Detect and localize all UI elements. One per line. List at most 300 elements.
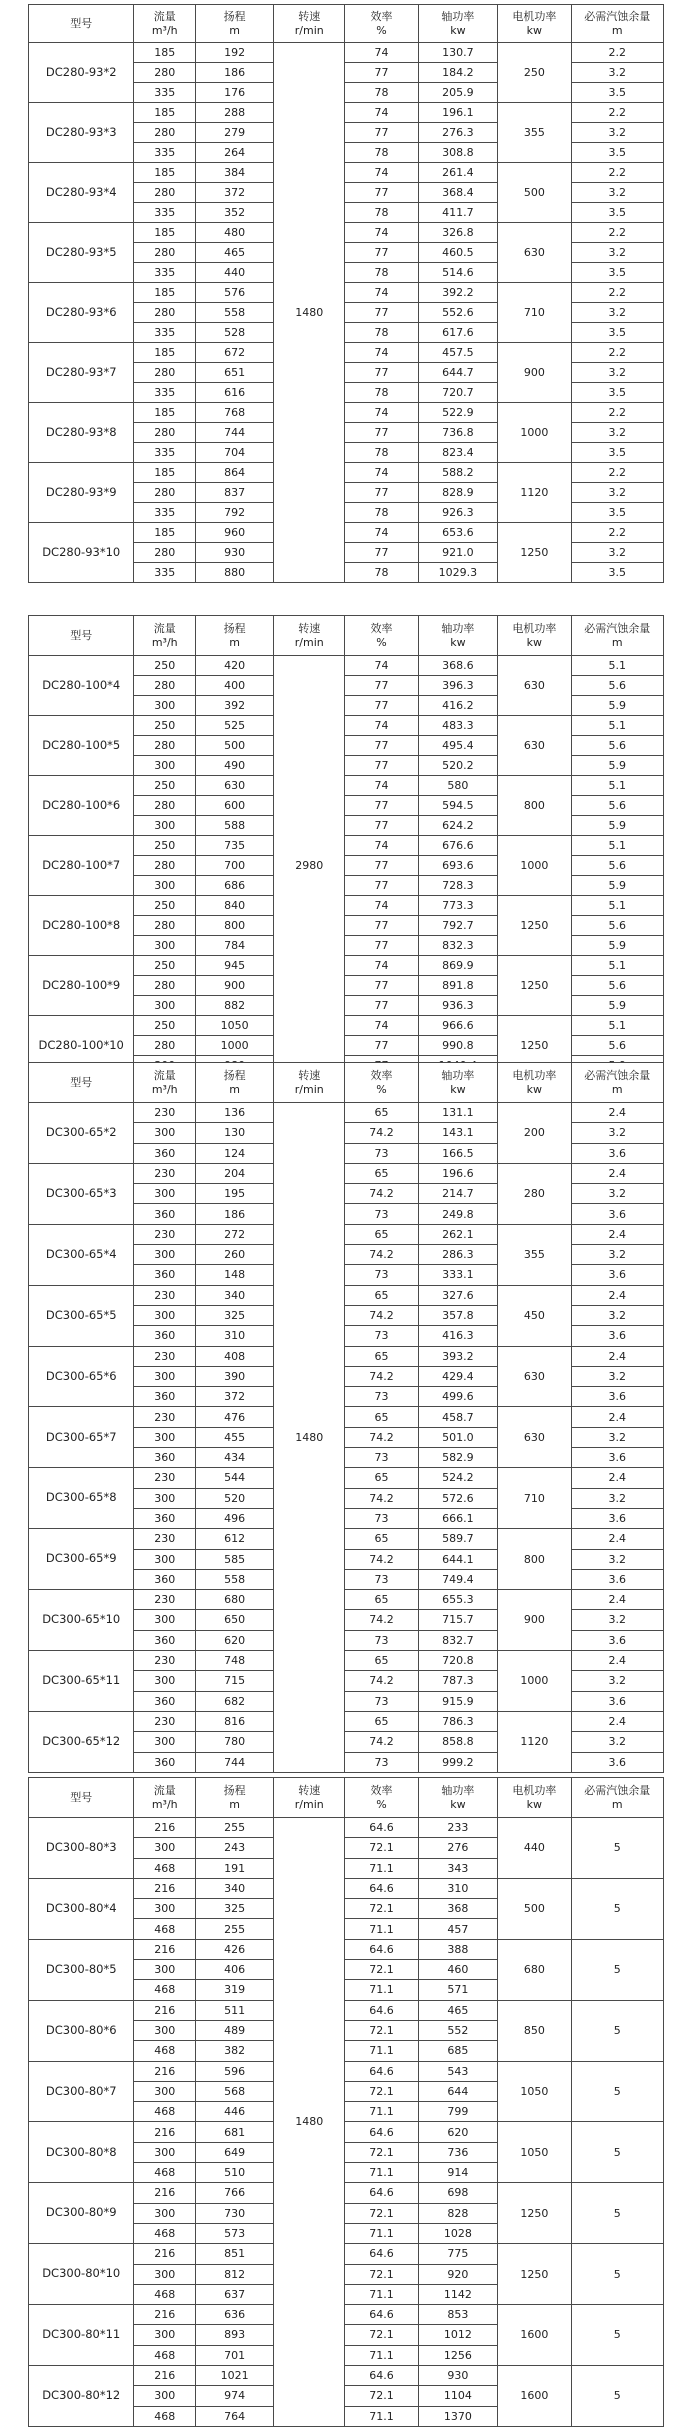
flow-cell: 216 (134, 2122, 196, 2142)
npsh-cell: 2.2 (571, 463, 663, 483)
model-name: DC280-100*7 (29, 836, 134, 896)
shaft-power-cell: 594.5 (418, 796, 497, 816)
flow-cell: 300 (134, 1671, 196, 1691)
efficiency-cell: 71.1 (345, 1858, 418, 1878)
table-row (29, 1651, 664, 1671)
npsh-cell: 3.2 (571, 1610, 663, 1630)
efficiency-cell: 73 (345, 1204, 418, 1224)
motor-power-cell: 280 (498, 1163, 571, 1224)
head-cell: 864 (196, 463, 274, 483)
shaft-power-cell: 343 (418, 1858, 497, 1878)
head-cell: 636 (196, 2305, 274, 2325)
motor-power-cell: 1250 (498, 2244, 571, 2305)
efficiency-cell: 74 (345, 716, 418, 736)
table-row (29, 2244, 664, 2264)
shaft-power-cell: 930 (418, 2366, 497, 2386)
table-row (29, 2305, 664, 2325)
npsh-cell: 5.9 (571, 816, 663, 836)
table-row (29, 896, 664, 916)
head-cell: 434 (196, 1448, 274, 1468)
flow-cell: 216 (134, 1818, 196, 1838)
npsh-cell: 5.9 (571, 756, 663, 776)
shaft-power-cell: 276 (418, 1838, 497, 1858)
head-cell: 960 (196, 523, 274, 543)
flow-cell: 468 (134, 2284, 196, 2304)
npsh-cell: 3.2 (571, 1549, 663, 1569)
efficiency-cell: 77 (345, 483, 418, 503)
header-shaft-power-label: 轴功率 (441, 622, 475, 636)
shaft-power-cell: 1029.3 (418, 563, 497, 583)
head-cell: 176 (196, 83, 274, 103)
header-efficiency (345, 5, 418, 43)
head-cell: 784 (196, 936, 274, 956)
flow-cell: 216 (134, 2305, 196, 2325)
shaft-power-cell: 921.0 (418, 543, 497, 563)
header-flow-unit: m³/h (151, 23, 178, 37)
table-row (29, 523, 664, 543)
shaft-power-cell: 773.3 (418, 896, 497, 916)
model-name: DC300-65*7 (29, 1407, 134, 1468)
npsh-cell: 3.2 (571, 1245, 663, 1265)
npsh-cell: 5.6 (571, 916, 663, 936)
efficiency-cell: 78 (345, 443, 418, 463)
header-flow-label: 流量 (153, 1784, 176, 1798)
flow-cell: 185 (134, 43, 196, 63)
header-model-label: 型号 (70, 1790, 93, 1804)
head-cell: 130 (196, 1123, 274, 1143)
model-name: DC280-100*6 (29, 776, 134, 836)
shaft-power-cell: 588.2 (418, 463, 497, 483)
header-model (29, 616, 134, 656)
npsh-cell: 3.5 (571, 383, 663, 403)
shaft-power-cell: 644 (418, 2081, 497, 2101)
header-npsh-unit: m (611, 1082, 623, 1096)
header-efficiency-label: 效率 (370, 1069, 393, 1083)
table-row (29, 1163, 664, 1183)
efficiency-cell: 74 (345, 403, 418, 423)
head-cell: 840 (196, 896, 274, 916)
efficiency-cell: 77 (345, 676, 418, 696)
head-cell: 255 (196, 1818, 274, 1838)
table-row (29, 1103, 664, 1123)
shaft-power-cell: 249.8 (418, 1204, 497, 1224)
table-row (29, 2000, 664, 2020)
npsh-cell: 3.5 (571, 83, 663, 103)
head-cell: 573 (196, 2223, 274, 2243)
flow-cell: 185 (134, 163, 196, 183)
shaft-power-cell: 728.3 (418, 876, 497, 896)
header-flow (134, 1063, 196, 1103)
efficiency-cell: 74 (345, 956, 418, 976)
shaft-power-cell: 1012 (418, 2325, 497, 2345)
head-cell: 186 (196, 63, 274, 83)
flow-cell: 335 (134, 443, 196, 463)
efficiency-cell: 78 (345, 263, 418, 283)
shaft-power-cell: 276.3 (418, 123, 497, 143)
npsh-cell: 2.4 (571, 1468, 663, 1488)
head-cell: 900 (196, 976, 274, 996)
head-cell: 620 (196, 1630, 274, 1650)
table-row (29, 1818, 664, 1838)
shaft-power-cell: 792.7 (418, 916, 497, 936)
flow-cell: 468 (134, 1858, 196, 1878)
header-model-label: 型号 (70, 1075, 93, 1089)
table-row (29, 163, 664, 183)
npsh-cell: 3.2 (571, 1366, 663, 1386)
npsh-cell: 2.4 (571, 1711, 663, 1731)
shaft-power-cell: 936.3 (418, 996, 497, 1016)
flow-cell: 250 (134, 656, 196, 676)
shaft-power-cell: 832.3 (418, 936, 497, 956)
header-speed (274, 1063, 345, 1103)
efficiency-cell: 64.6 (345, 2244, 418, 2264)
shaft-power-cell: 233 (418, 1818, 497, 1838)
shaft-power-cell: 786.3 (418, 1711, 497, 1731)
flow-cell: 230 (134, 1711, 196, 1731)
efficiency-cell: 78 (345, 323, 418, 343)
efficiency-cell: 64.6 (345, 1939, 418, 1959)
head-cell: 704 (196, 443, 274, 463)
efficiency-cell: 77 (345, 936, 418, 956)
shaft-power-cell: 720.8 (418, 1651, 497, 1671)
model-name: DC300-65*2 (29, 1103, 134, 1164)
head-cell: 681 (196, 2122, 274, 2142)
flow-cell: 216 (134, 2061, 196, 2081)
npsh-cell: 2.4 (571, 1285, 663, 1305)
spec-table (28, 1777, 664, 2427)
table-row (29, 2366, 664, 2386)
efficiency-cell: 77 (345, 303, 418, 323)
flow-cell: 230 (134, 1590, 196, 1610)
efficiency-cell: 77 (345, 543, 418, 563)
speed-cell: 2980 (274, 656, 345, 1076)
flow-cell: 468 (134, 2041, 196, 2061)
table-row (29, 463, 664, 483)
header-speed (274, 5, 345, 43)
shaft-power-cell: 286.3 (418, 1245, 497, 1265)
npsh-cell: 5.6 (571, 796, 663, 816)
spec-table (28, 4, 664, 583)
head-cell: 630 (196, 776, 274, 796)
head-cell: 780 (196, 1732, 274, 1752)
shaft-power-cell: 392.2 (418, 283, 497, 303)
npsh-cell: 3.5 (571, 203, 663, 223)
efficiency-cell: 72.1 (345, 2203, 418, 2223)
header-npsh (571, 616, 663, 656)
motor-power-cell: 1000 (498, 836, 571, 896)
table-row (29, 1711, 664, 1731)
npsh-cell: 3.6 (571, 1630, 663, 1650)
head-cell: 496 (196, 1508, 274, 1528)
head-cell: 612 (196, 1529, 274, 1549)
efficiency-cell: 77 (345, 916, 418, 936)
head-cell: 390 (196, 1366, 274, 1386)
header-motor-power-unit: kw (526, 635, 543, 649)
npsh-cell: 5.6 (571, 856, 663, 876)
efficiency-cell: 65 (345, 1468, 418, 1488)
efficiency-cell: 73 (345, 1752, 418, 1772)
npsh-cell: 2.4 (571, 1651, 663, 1671)
flow-cell: 468 (134, 2345, 196, 2365)
table-row (29, 283, 664, 303)
shaft-power-cell: 720.7 (418, 383, 497, 403)
shaft-power-cell: 457.5 (418, 343, 497, 363)
efficiency-cell: 77 (345, 856, 418, 876)
shaft-power-cell: 617.6 (418, 323, 497, 343)
flow-cell: 280 (134, 736, 196, 756)
head-cell: 768 (196, 403, 274, 423)
head-cell: 465 (196, 243, 274, 263)
motor-power-cell: 900 (498, 1590, 571, 1651)
npsh-cell: 5.6 (571, 676, 663, 696)
flow-cell: 335 (134, 383, 196, 403)
shaft-power-cell: 214.7 (418, 1184, 497, 1204)
flow-cell: 300 (134, 1427, 196, 1447)
flow-cell: 468 (134, 2163, 196, 2183)
header-model (29, 5, 134, 43)
head-cell: 325 (196, 1305, 274, 1325)
shaft-power-cell: 749.4 (418, 1569, 497, 1589)
header-flow-label: 流量 (153, 1069, 176, 1083)
model-name: DC300-65*11 (29, 1651, 134, 1712)
table-row (29, 403, 664, 423)
efficiency-cell: 71.1 (345, 2041, 418, 2061)
table-row (29, 1285, 664, 1305)
efficiency-cell: 77 (345, 423, 418, 443)
flow-cell: 360 (134, 1265, 196, 1285)
header-npsh-unit: m (611, 635, 623, 649)
table-row (29, 656, 664, 676)
table-row (29, 1407, 664, 1427)
npsh-cell: 2.2 (571, 283, 663, 303)
motor-power-cell: 800 (498, 776, 571, 836)
npsh-cell: 3.5 (571, 143, 663, 163)
shaft-power-cell: 458.7 (418, 1407, 497, 1427)
efficiency-cell: 74.2 (345, 1123, 418, 1143)
head-cell: 585 (196, 1549, 274, 1569)
model-name: DC280-93*4 (29, 163, 134, 223)
head-cell: 568 (196, 2081, 274, 2101)
motor-power-cell: 440 (498, 1818, 571, 1879)
header-speed-unit: r/min (294, 23, 324, 37)
head-cell: 680 (196, 1590, 274, 1610)
motor-power-cell: 900 (498, 343, 571, 403)
efficiency-cell: 74 (345, 656, 418, 676)
head-cell: 700 (196, 856, 274, 876)
shaft-power-cell: 620 (418, 2122, 497, 2142)
flow-cell: 250 (134, 716, 196, 736)
motor-power-cell: 1050 (498, 2122, 571, 2183)
flow-cell: 216 (134, 2366, 196, 2386)
flow-cell: 335 (134, 143, 196, 163)
npsh-cell: 3.2 (571, 1488, 663, 1508)
flow-cell: 280 (134, 363, 196, 383)
model-name: DC300-65*10 (29, 1590, 134, 1651)
head-cell: 426 (196, 1939, 274, 1959)
header-shaft-power-label: 轴功率 (441, 1784, 475, 1798)
npsh-cell: 5 (571, 2122, 663, 2183)
header-npsh-label: 必需汽蚀余量 (584, 10, 651, 24)
flow-cell: 250 (134, 956, 196, 976)
header-flow-label: 流量 (153, 10, 176, 24)
shaft-power-cell: 1256 (418, 2345, 497, 2365)
efficiency-cell: 73 (345, 1265, 418, 1285)
shaft-power-cell: 495.4 (418, 736, 497, 756)
header-speed-label: 转速 (298, 1069, 321, 1083)
flow-cell: 335 (134, 263, 196, 283)
efficiency-cell: 77 (345, 816, 418, 836)
efficiency-cell: 64.6 (345, 2183, 418, 2203)
shaft-power-cell: 393.2 (418, 1346, 497, 1366)
model-name: DC300-80*12 (29, 2366, 134, 2427)
head-cell: 930 (196, 543, 274, 563)
model-name: DC300-80*10 (29, 2244, 134, 2305)
table-row (29, 43, 664, 63)
header-motor-power (498, 1778, 571, 1818)
header-speed-unit: r/min (294, 1797, 324, 1811)
flow-cell: 335 (134, 203, 196, 223)
head-cell: 136 (196, 1103, 274, 1123)
efficiency-cell: 77 (345, 976, 418, 996)
efficiency-cell: 77 (345, 756, 418, 776)
npsh-cell: 5 (571, 1878, 663, 1939)
shaft-power-cell: 698 (418, 2183, 497, 2203)
head-cell: 340 (196, 1878, 274, 1898)
model-name: DC280-93*6 (29, 283, 134, 343)
efficiency-cell: 64.6 (345, 2366, 418, 2386)
model-name: DC300-80*9 (29, 2183, 134, 2244)
motor-power-cell: 500 (498, 1878, 571, 1939)
head-cell: 511 (196, 2000, 274, 2020)
efficiency-cell: 78 (345, 83, 418, 103)
flow-cell: 360 (134, 1448, 196, 1468)
flow-cell: 360 (134, 1387, 196, 1407)
head-cell: 489 (196, 2020, 274, 2040)
shaft-power-cell: 327.6 (418, 1285, 497, 1305)
header-head-label: 扬程 (223, 1069, 246, 1083)
npsh-cell: 5 (571, 2366, 663, 2427)
model-name: DC280-100*5 (29, 716, 134, 776)
flow-cell: 335 (134, 503, 196, 523)
efficiency-cell: 74 (345, 283, 418, 303)
motor-power-cell: 1250 (498, 1016, 571, 1076)
shaft-power-cell: 823.4 (418, 443, 497, 463)
flow-cell: 185 (134, 403, 196, 423)
efficiency-cell: 73 (345, 1569, 418, 1589)
efficiency-cell: 65 (345, 1163, 418, 1183)
shaft-power-cell: 514.6 (418, 263, 497, 283)
motor-power-cell: 850 (498, 2000, 571, 2061)
flow-cell: 300 (134, 1184, 196, 1204)
head-cell: 510 (196, 2163, 274, 2183)
motor-power-cell: 355 (498, 103, 571, 163)
table-row (29, 103, 664, 123)
flow-cell: 300 (134, 1838, 196, 1858)
head-cell: 596 (196, 2061, 274, 2081)
head-cell: 525 (196, 716, 274, 736)
header-speed-label: 转速 (298, 1784, 321, 1798)
header-efficiency-unit: % (376, 635, 387, 649)
npsh-cell: 5.9 (571, 696, 663, 716)
efficiency-cell: 78 (345, 383, 418, 403)
table-row (29, 776, 664, 796)
header-motor-power (498, 1063, 571, 1103)
efficiency-cell: 65 (345, 1529, 418, 1549)
flow-cell: 230 (134, 1103, 196, 1123)
shaft-power-cell: 869.9 (418, 956, 497, 976)
npsh-cell: 2.2 (571, 523, 663, 543)
head-cell: 455 (196, 1427, 274, 1447)
motor-power-cell: 1600 (498, 2366, 571, 2427)
flow-cell: 230 (134, 1407, 196, 1427)
efficiency-cell: 74.2 (345, 1671, 418, 1691)
shaft-power-cell: 143.1 (418, 1123, 497, 1143)
table-header-row (29, 616, 664, 656)
head-cell: 792 (196, 503, 274, 523)
shaft-power-cell: 483.3 (418, 716, 497, 736)
efficiency-cell: 74 (345, 1016, 418, 1036)
flow-cell: 360 (134, 1752, 196, 1772)
head-cell: 406 (196, 1960, 274, 1980)
model-name: DC300-65*12 (29, 1711, 134, 1772)
efficiency-cell: 71.1 (345, 2102, 418, 2122)
header-motor-power-unit: kw (526, 1797, 543, 1811)
flow-cell: 468 (134, 2223, 196, 2243)
efficiency-cell: 65 (345, 1103, 418, 1123)
efficiency-cell: 74 (345, 43, 418, 63)
shaft-power-cell: 787.3 (418, 1671, 497, 1691)
table-row (29, 2183, 664, 2203)
table-row (29, 716, 664, 736)
efficiency-cell: 72.1 (345, 2020, 418, 2040)
efficiency-cell: 77 (345, 696, 418, 716)
shaft-power-cell: 326.8 (418, 223, 497, 243)
table-header-row (29, 5, 664, 43)
table-row (29, 1224, 664, 1244)
shaft-power-cell: 891.8 (418, 976, 497, 996)
flow-cell: 300 (134, 1732, 196, 1752)
flow-cell: 360 (134, 1508, 196, 1528)
model-name: DC300-80*6 (29, 2000, 134, 2061)
npsh-cell: 3.6 (571, 1508, 663, 1528)
shaft-power-cell: 131.1 (418, 1103, 497, 1123)
header-head-unit: m (229, 1797, 240, 1811)
table-row (29, 1016, 664, 1036)
shaft-power-cell: 990.8 (418, 1036, 497, 1056)
npsh-cell: 5.1 (571, 656, 663, 676)
shaft-power-cell: 926.3 (418, 503, 497, 523)
table-row (29, 1878, 664, 1898)
npsh-cell: 2.2 (571, 403, 663, 423)
model-name: DC280-93*3 (29, 103, 134, 163)
header-speed-unit: r/min (294, 1082, 324, 1096)
header-shaft-power-unit: kw (450, 23, 466, 37)
flow-cell: 300 (134, 2081, 196, 2101)
head-cell: 882 (196, 996, 274, 1016)
shaft-power-cell: 914 (418, 2163, 497, 2183)
shaft-power-cell: 552.6 (418, 303, 497, 323)
npsh-cell: 3.2 (571, 63, 663, 83)
npsh-cell: 5 (571, 1939, 663, 2000)
efficiency-cell: 74 (345, 896, 418, 916)
shaft-power-cell: 524.2 (418, 1468, 497, 1488)
flow-cell: 250 (134, 836, 196, 856)
npsh-cell: 5 (571, 2244, 663, 2305)
npsh-cell: 5.9 (571, 996, 663, 1016)
efficiency-cell: 65 (345, 1711, 418, 1731)
npsh-cell: 3.2 (571, 123, 663, 143)
shaft-power-cell: 1370 (418, 2406, 497, 2426)
